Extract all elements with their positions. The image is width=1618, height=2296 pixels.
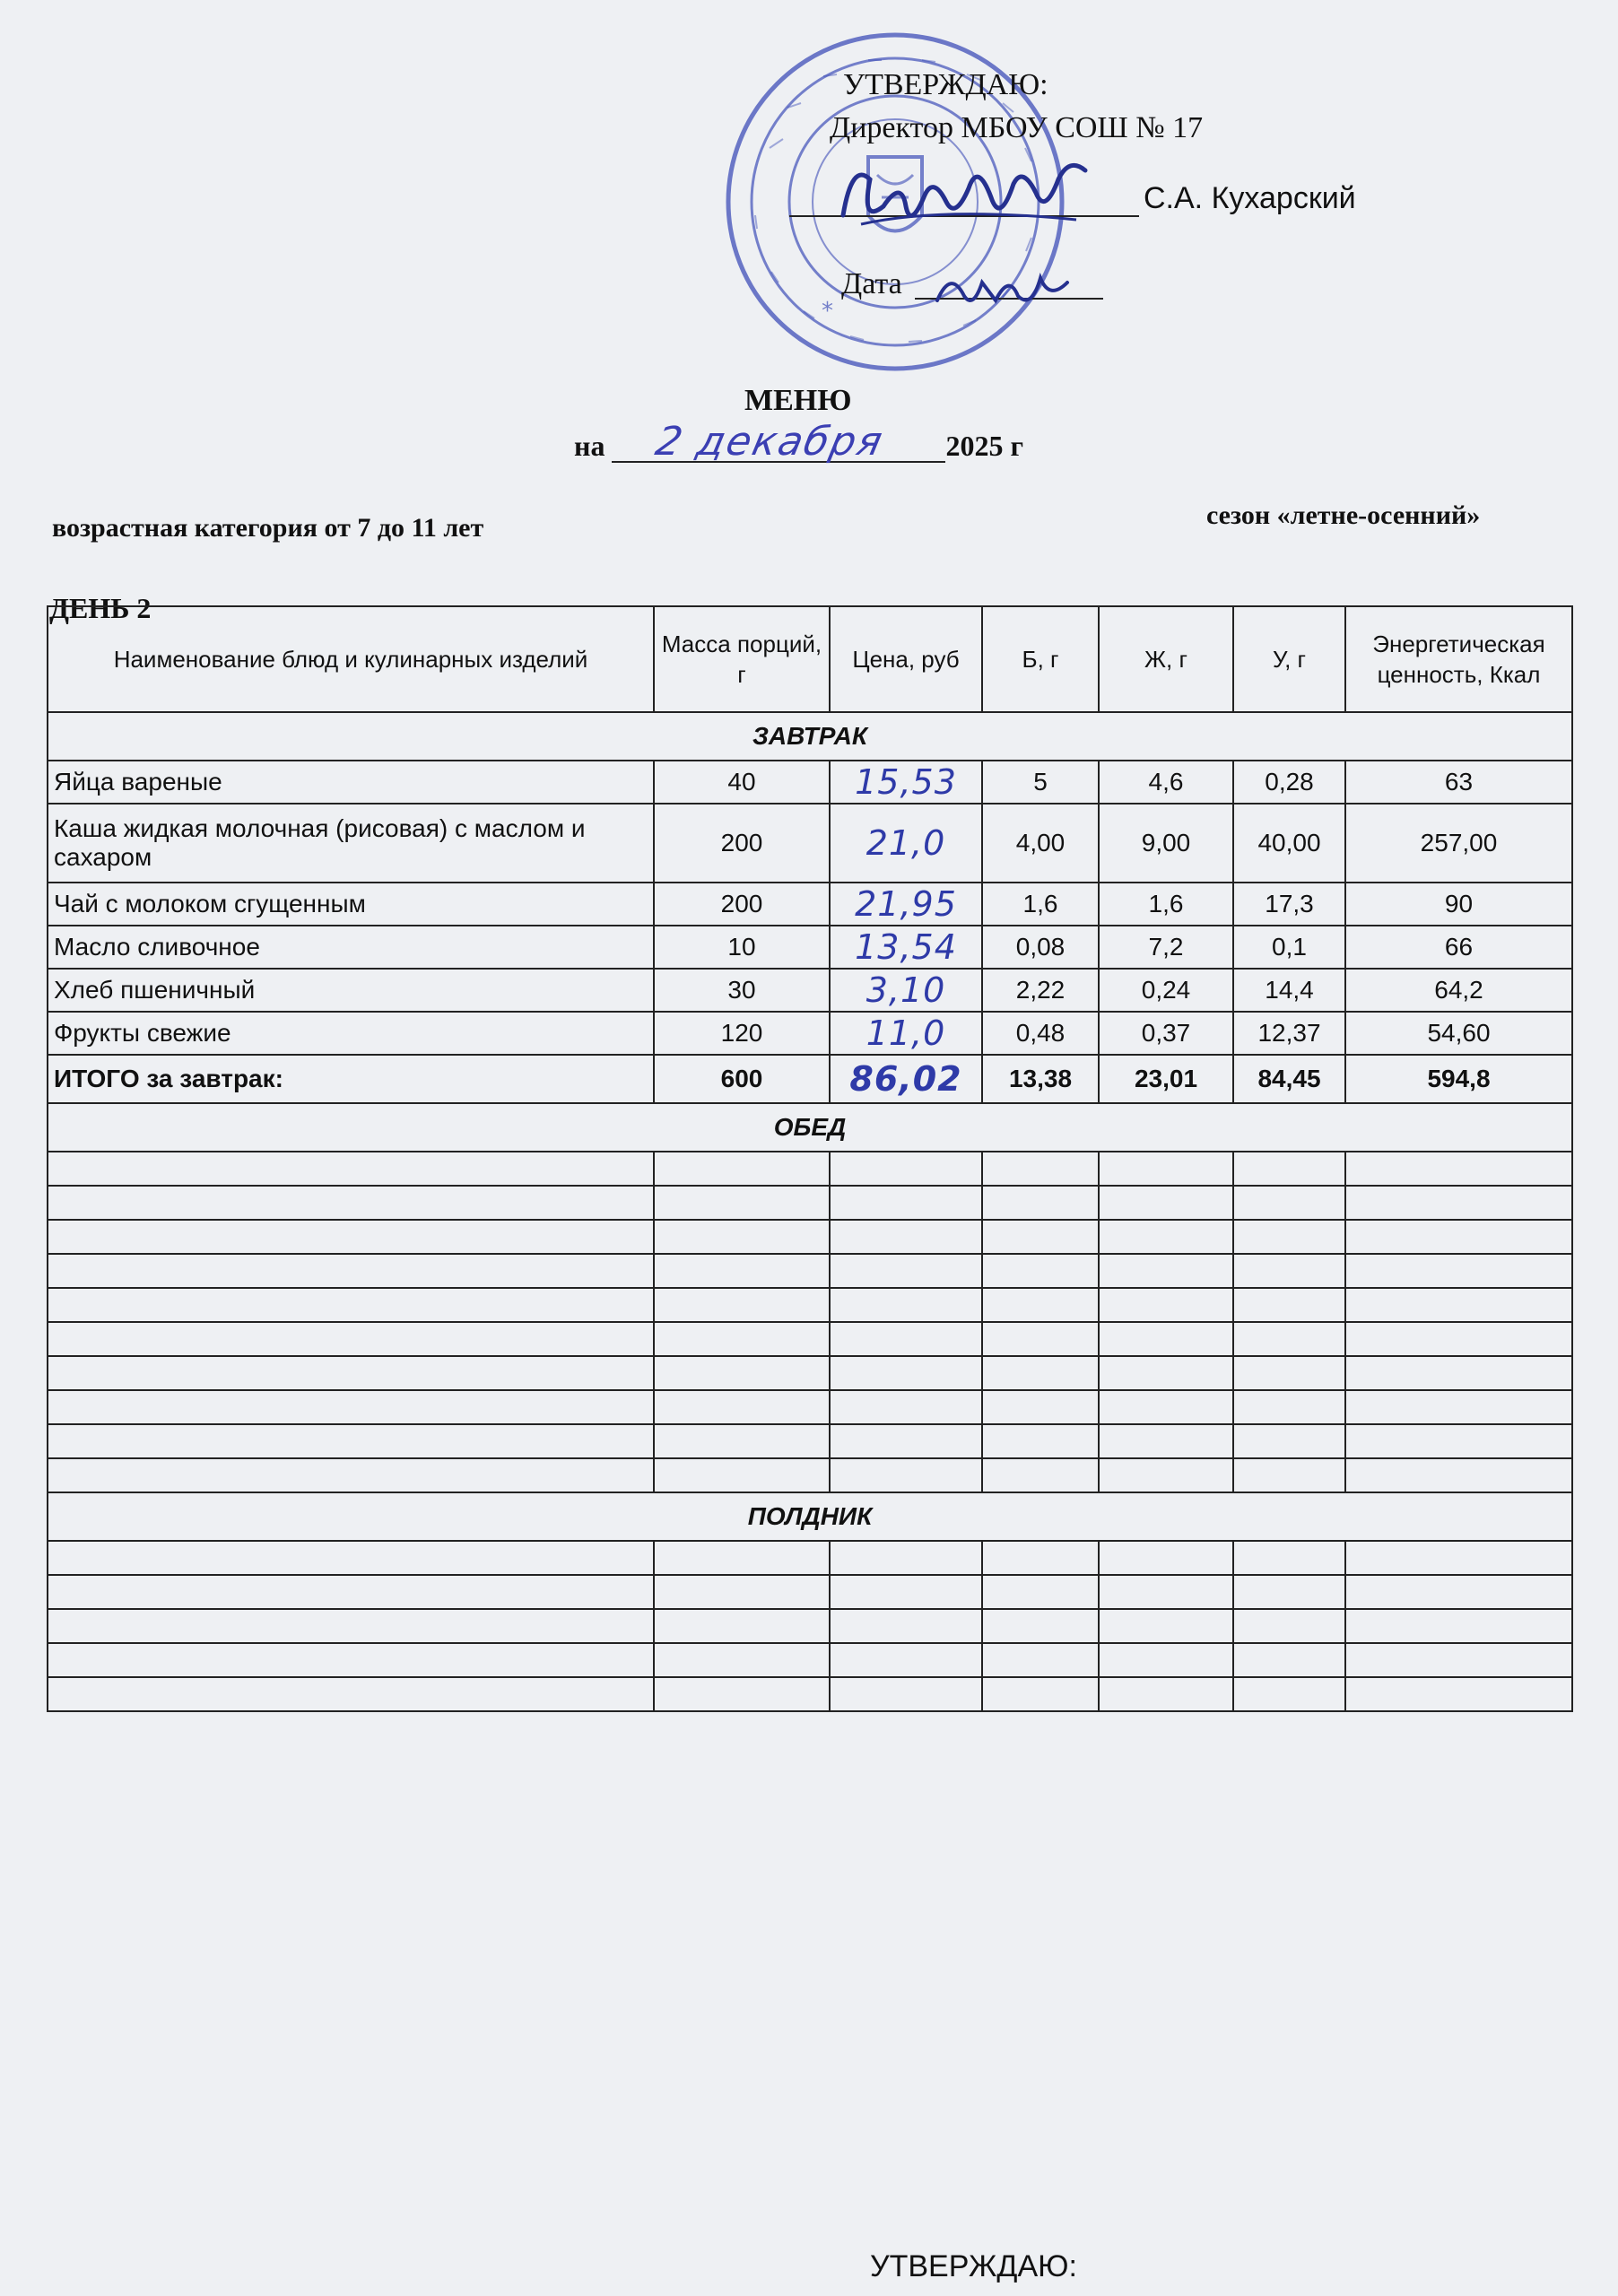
cell-price: 21,0 — [830, 804, 982, 883]
cell-price: 3,10 — [830, 969, 982, 1012]
empty-cell — [48, 1186, 654, 1220]
menu-date-line — [574, 419, 1023, 465]
total-protein: 13,38 — [982, 1055, 1099, 1103]
day-label: ДЕНЬ 2 — [49, 592, 152, 624]
cell-fat: 7,2 — [1099, 926, 1233, 969]
empty-row — [48, 1288, 1572, 1322]
cell-fat: 0,24 — [1099, 969, 1233, 1012]
empty-cell — [654, 1424, 830, 1458]
cell-price: 15,53 — [830, 761, 982, 804]
empty-cell — [1345, 1288, 1572, 1322]
cell-energy: 257,00 — [1345, 804, 1572, 883]
empty-cell — [654, 1152, 830, 1186]
empty-cell — [48, 1643, 654, 1677]
empty-row — [48, 1220, 1572, 1254]
empty-row — [48, 1643, 1572, 1677]
cell-carbs: 14,4 — [1233, 969, 1345, 1012]
section-breakfast-label: ЗАВТРАК — [48, 712, 1572, 761]
menu-year: 2025 г — [945, 430, 1023, 462]
header-protein: Б, г — [982, 606, 1099, 712]
empty-cell — [654, 1254, 830, 1288]
empty-cell — [1099, 1254, 1233, 1288]
cell-protein: 2,22 — [982, 969, 1099, 1012]
cell-price: 13,54 — [830, 926, 982, 969]
empty-cell — [982, 1575, 1099, 1609]
svg-text:*: * — [822, 298, 833, 325]
empty-row — [48, 1322, 1572, 1356]
cell-mass: 120 — [654, 1012, 830, 1055]
empty-cell — [1233, 1152, 1345, 1186]
cell-protein: 0,48 — [982, 1012, 1099, 1055]
empty-cell — [1345, 1254, 1572, 1288]
menu-date-handwritten: 2 декабря — [652, 419, 889, 465]
empty-cell — [48, 1288, 654, 1322]
empty-cell — [1099, 1152, 1233, 1186]
cell-price: 11,0 — [830, 1012, 982, 1055]
cell-dish-name: Яйца вареные — [48, 761, 654, 804]
empty-cell — [1345, 1575, 1572, 1609]
empty-cell — [1233, 1643, 1345, 1677]
empty-cell — [1345, 1424, 1572, 1458]
empty-cell — [982, 1288, 1099, 1322]
empty-cell — [1345, 1541, 1572, 1575]
cell-fat: 9,00 — [1099, 804, 1233, 883]
menu-date-blank — [612, 419, 945, 465]
empty-cell — [48, 1541, 654, 1575]
header-energy: Энергетическая ценность, Ккал — [1345, 606, 1572, 712]
section-snack-label: ПОЛДНИК — [48, 1492, 1572, 1541]
empty-cell — [1345, 1643, 1572, 1677]
empty-cell — [982, 1322, 1099, 1356]
table-header-row — [48, 606, 1572, 712]
empty-cell — [48, 1424, 654, 1458]
cell-dish-name: Масло сливочное — [48, 926, 654, 969]
empty-cell — [48, 1458, 654, 1492]
empty-row — [48, 1575, 1572, 1609]
total-fat: 23,01 — [1099, 1055, 1233, 1103]
cell-price: 21,95 — [830, 883, 982, 926]
cell-protein: 5 — [982, 761, 1099, 804]
empty-cell — [1345, 1458, 1572, 1492]
empty-cell — [48, 1322, 654, 1356]
cell-dish-name: Каша жидкая молочная (рисовая) с маслом и сахаром — [48, 804, 654, 883]
cell-dish-name: Фрукты свежие — [48, 1012, 654, 1055]
empty-cell — [830, 1152, 982, 1186]
empty-cell — [830, 1390, 982, 1424]
handwritten-date — [933, 260, 1076, 314]
empty-cell — [654, 1390, 830, 1424]
cell-dish-name: Хлеб пшеничный — [48, 969, 654, 1012]
empty-cell — [1233, 1356, 1345, 1390]
cell-energy: 63 — [1345, 761, 1572, 804]
total-dish-name: ИТОГО за завтрак: — [48, 1055, 654, 1103]
empty-cell — [654, 1575, 830, 1609]
cell-mass: 200 — [654, 804, 830, 883]
empty-cell — [830, 1322, 982, 1356]
empty-cell — [1345, 1677, 1572, 1711]
cell-energy: 64,2 — [1345, 969, 1572, 1012]
empty-cell — [48, 1254, 654, 1288]
empty-row — [48, 1677, 1572, 1711]
empty-cell — [654, 1677, 830, 1711]
header-dish-name: Наименование блюд и кулинарных изделий — [48, 606, 654, 712]
empty-cell — [982, 1424, 1099, 1458]
empty-cell — [1233, 1322, 1345, 1356]
empty-cell — [1233, 1390, 1345, 1424]
cell-carbs: 17,3 — [1233, 883, 1345, 926]
empty-row — [48, 1424, 1572, 1458]
empty-cell — [48, 1152, 654, 1186]
header-fat: Ж, г — [1099, 606, 1233, 712]
empty-cell — [982, 1643, 1099, 1677]
menu-date-prefix: на — [574, 430, 605, 462]
empty-cell — [1099, 1322, 1233, 1356]
menu-table — [47, 605, 1573, 1712]
empty-row — [48, 1541, 1572, 1575]
empty-cell — [1345, 1356, 1572, 1390]
empty-cell — [48, 1609, 654, 1643]
empty-cell — [1345, 1152, 1572, 1186]
cell-energy: 66 — [1345, 926, 1572, 969]
total-mass: 600 — [654, 1055, 830, 1103]
header-price: Цена, руб — [830, 606, 982, 712]
empty-cell — [830, 1643, 982, 1677]
approval-date-label: Дата — [841, 267, 902, 300]
section-snack — [48, 1492, 1572, 1541]
cell-carbs: 40,00 — [1233, 804, 1345, 883]
director-name: С.А. Кухарский — [1144, 181, 1356, 215]
empty-cell — [654, 1458, 830, 1492]
empty-cell — [830, 1356, 982, 1390]
empty-cell — [654, 1356, 830, 1390]
age-category: возрастная категория от 7 до 11 лет — [52, 513, 484, 543]
empty-row — [48, 1152, 1572, 1186]
empty-cell — [654, 1541, 830, 1575]
empty-cell — [982, 1152, 1099, 1186]
cell-protein: 4,00 — [982, 804, 1099, 883]
empty-cell — [48, 1677, 654, 1711]
cell-mass: 30 — [654, 969, 830, 1012]
cell-fat: 0,37 — [1099, 1012, 1233, 1055]
empty-cell — [830, 1458, 982, 1492]
empty-cell — [982, 1677, 1099, 1711]
empty-cell — [1099, 1541, 1233, 1575]
empty-cell — [654, 1322, 830, 1356]
empty-cell — [982, 1390, 1099, 1424]
empty-cell — [48, 1356, 654, 1390]
empty-cell — [830, 1254, 982, 1288]
empty-cell — [1099, 1609, 1233, 1643]
table-row — [48, 804, 1572, 883]
empty-cell — [1233, 1186, 1345, 1220]
header-mass: Масса порций, г — [654, 606, 830, 712]
empty-cell — [982, 1609, 1099, 1643]
table-row — [48, 883, 1572, 926]
cell-energy: 54,60 — [1345, 1012, 1572, 1055]
empty-cell — [1099, 1458, 1233, 1492]
empty-cell — [830, 1575, 982, 1609]
table-row — [48, 926, 1572, 969]
cell-mass: 200 — [654, 883, 830, 926]
empty-cell — [1233, 1458, 1345, 1492]
empty-cell — [48, 1575, 654, 1609]
empty-cell — [982, 1458, 1099, 1492]
cell-carbs: 0,28 — [1233, 761, 1345, 804]
empty-row — [48, 1356, 1572, 1390]
empty-cell — [1345, 1322, 1572, 1356]
table-row — [48, 761, 1572, 804]
empty-cell — [1099, 1643, 1233, 1677]
empty-cell — [1099, 1677, 1233, 1711]
cell-carbs: 0,1 — [1233, 926, 1345, 969]
empty-cell — [1099, 1220, 1233, 1254]
cell-protein: 0,08 — [982, 926, 1099, 969]
empty-cell — [982, 1186, 1099, 1220]
footer-approval-title: УТВЕРЖДАЮ: — [870, 2249, 1077, 2283]
empty-cell — [1099, 1424, 1233, 1458]
cell-energy: 90 — [1345, 883, 1572, 926]
empty-row — [48, 1458, 1572, 1492]
section-breakfast — [48, 712, 1572, 761]
empty-cell — [830, 1609, 982, 1643]
breakfast-total-row — [48, 1055, 1572, 1103]
empty-cell — [1099, 1186, 1233, 1220]
empty-cell — [1345, 1390, 1572, 1424]
empty-cell — [48, 1390, 654, 1424]
empty-row — [48, 1254, 1572, 1288]
empty-cell — [654, 1186, 830, 1220]
menu-title: МЕНЮ — [744, 384, 852, 417]
empty-cell — [1345, 1220, 1572, 1254]
approval-title: УТВЕРЖДАЮ: — [843, 68, 1048, 101]
empty-cell — [982, 1220, 1099, 1254]
empty-cell — [982, 1541, 1099, 1575]
empty-cell — [48, 1220, 654, 1254]
empty-cell — [1233, 1220, 1345, 1254]
handwritten-signature — [834, 144, 1094, 251]
cell-mass: 10 — [654, 926, 830, 969]
empty-row — [48, 1390, 1572, 1424]
empty-cell — [982, 1254, 1099, 1288]
empty-cell — [654, 1643, 830, 1677]
empty-cell — [1099, 1356, 1233, 1390]
empty-cell — [1099, 1390, 1233, 1424]
empty-cell — [1233, 1254, 1345, 1288]
empty-cell — [1233, 1575, 1345, 1609]
empty-cell — [1233, 1541, 1345, 1575]
cell-protein: 1,6 — [982, 883, 1099, 926]
empty-cell — [830, 1288, 982, 1322]
table-row — [48, 1012, 1572, 1055]
empty-cell — [654, 1220, 830, 1254]
cell-carbs: 12,37 — [1233, 1012, 1345, 1055]
empty-cell — [982, 1356, 1099, 1390]
cell-fat: 1,6 — [1099, 883, 1233, 926]
empty-cell — [830, 1541, 982, 1575]
season: сезон «летне-осенний» — [1206, 500, 1481, 530]
section-lunch — [48, 1103, 1572, 1152]
empty-cell — [830, 1220, 982, 1254]
empty-cell — [654, 1609, 830, 1643]
cell-fat: 4,6 — [1099, 761, 1233, 804]
total-energy: 594,8 — [1345, 1055, 1572, 1103]
approval-director: Директор МБОУ СОШ № 17 — [830, 111, 1204, 144]
total-price: 86,02 — [830, 1055, 982, 1103]
empty-cell — [1233, 1677, 1345, 1711]
total-carbs: 84,45 — [1233, 1055, 1345, 1103]
empty-cell — [830, 1424, 982, 1458]
empty-cell — [830, 1186, 982, 1220]
empty-cell — [1345, 1186, 1572, 1220]
empty-cell — [1233, 1424, 1345, 1458]
empty-cell — [1233, 1288, 1345, 1322]
empty-cell — [1099, 1575, 1233, 1609]
table-row — [48, 969, 1572, 1012]
cell-dish-name: Чай с молоком сгущенным — [48, 883, 654, 926]
cell-mass: 40 — [654, 761, 830, 804]
empty-cell — [1099, 1288, 1233, 1322]
empty-row — [48, 1186, 1572, 1220]
section-lunch-label: ОБЕД — [48, 1103, 1572, 1152]
empty-cell — [830, 1677, 982, 1711]
empty-cell — [1233, 1609, 1345, 1643]
header-carbs: У, г — [1233, 606, 1345, 712]
empty-cell — [1345, 1609, 1572, 1643]
empty-cell — [654, 1288, 830, 1322]
empty-row — [48, 1609, 1572, 1643]
table-body — [48, 712, 1572, 1711]
